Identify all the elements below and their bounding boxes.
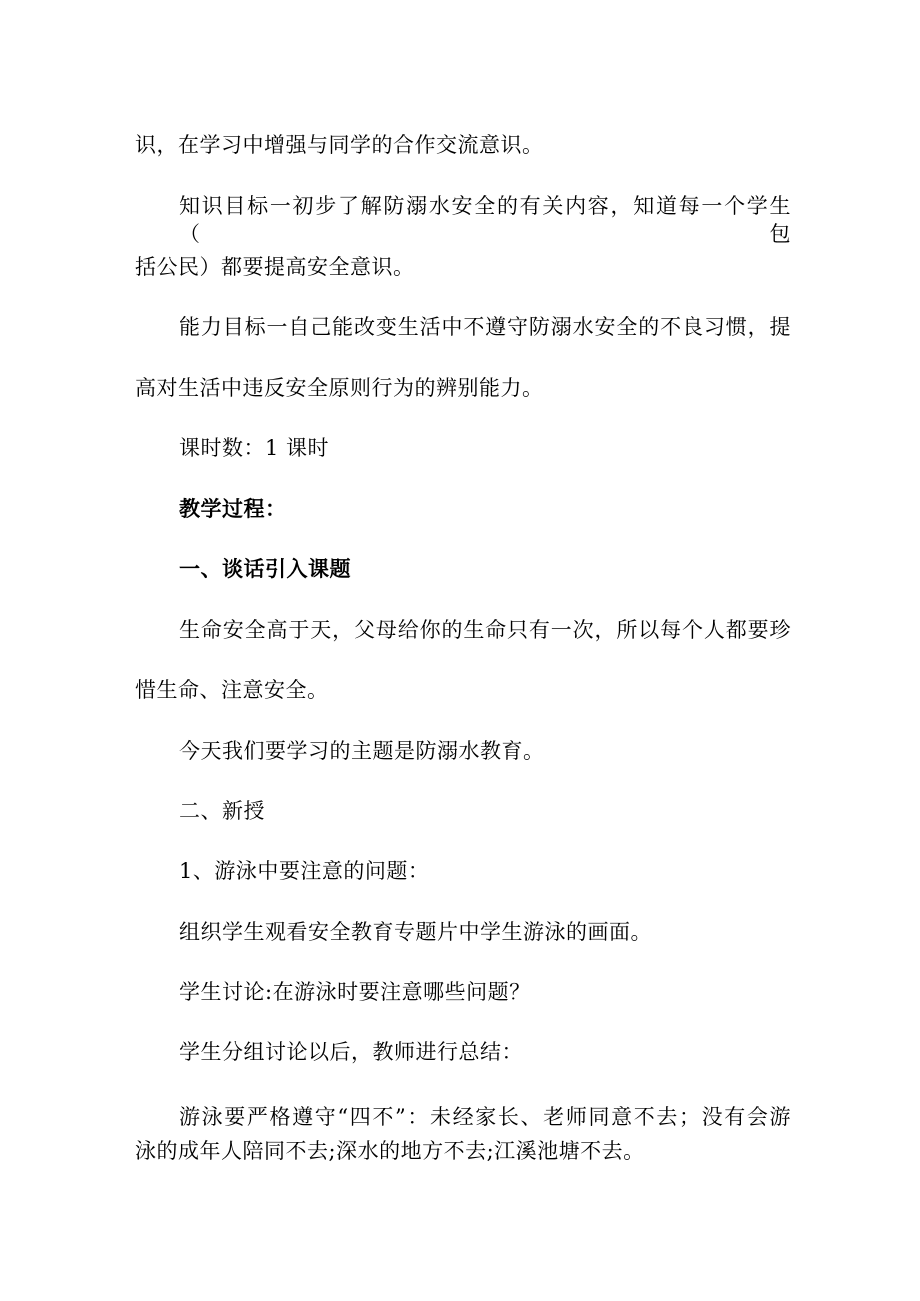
paragraph-line-5: 高对生活中违反安全原则行为的辨别能力。 bbox=[135, 376, 544, 400]
paragraph-line-9: 组织学生观看安全教育专题片中学生游泳的画面。 bbox=[179, 920, 652, 944]
paragraph-line-4: 能力目标一自己能改变生活中不遵守防溺水安全的不良习惯，提 bbox=[179, 315, 791, 339]
paragraph-line-2: 知识目标一初步了解防溺水安全的有关内容，知道每一个学生（包 bbox=[179, 194, 791, 246]
heading-section-two: 二、新授 bbox=[179, 799, 265, 823]
paragraph-line-6: 生命安全高于天，父母给你的生命只有一次，所以每个人都要珍 bbox=[179, 618, 791, 642]
paragraph-line-8: 今天我们要学习的主题是防溺水教育。 bbox=[179, 739, 545, 763]
subheading-swimming: 1、游泳中要注意的问题： bbox=[179, 859, 430, 883]
heading-teaching-process: 教学过程： bbox=[179, 496, 287, 521]
paragraph-line-13: 泳的成年人陪同不去;深水的地方不去;江溪池塘不去。 bbox=[135, 1139, 645, 1163]
paragraph-line-7: 惜生命、注意安全。 bbox=[135, 678, 329, 702]
heading-section-one: 一、谈话引入课题 bbox=[179, 556, 351, 581]
paragraph-line-11: 学生分组讨论以后，教师进行总结： bbox=[179, 1040, 523, 1064]
paragraph-line-1: 识，在学习中增强与同学的合作交流意识。 bbox=[135, 133, 544, 157]
class-hours: 课时数：1 课时 bbox=[179, 436, 330, 460]
paragraph-line-12: 游泳要严格遵守“四不”：未经家长、老师同意不去；没有会游 bbox=[179, 1105, 791, 1129]
paragraph-line-10: 学生讨论:在游泳时要注意哪些问题？ bbox=[179, 980, 531, 1004]
paragraph-line-3: 括公民）都要提高安全意识。 bbox=[135, 255, 415, 279]
